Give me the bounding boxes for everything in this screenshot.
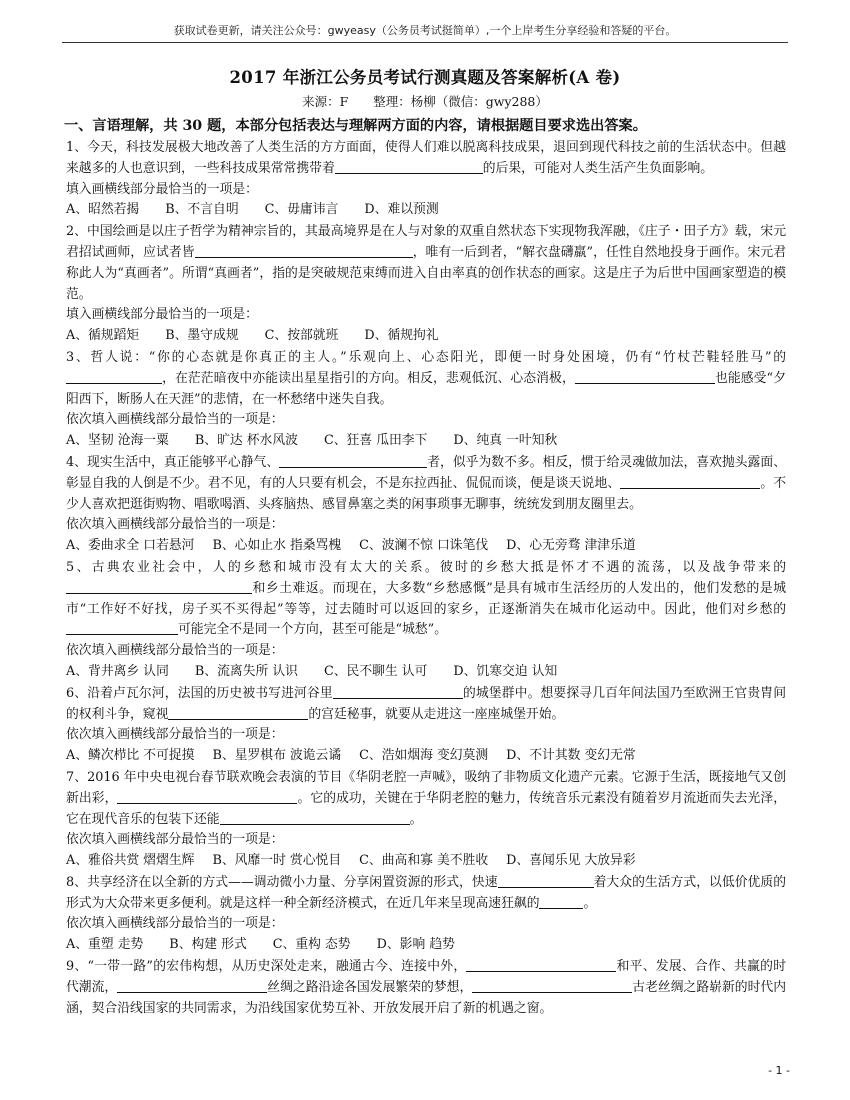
option-a: A、坚韧 沧海一粟 bbox=[66, 433, 169, 449]
question-2-prompt: 填入画横线部分最恰当的一项是： bbox=[66, 307, 258, 323]
question-5-prompt: 依次填入画横线部分最恰当的一项是： bbox=[66, 643, 284, 659]
option-a: A、委曲求全 口若悬河 bbox=[66, 538, 195, 554]
option-b: B、不言自明 bbox=[165, 202, 239, 218]
answer-blank bbox=[168, 705, 308, 720]
question-6-options bbox=[66, 746, 786, 767]
option-d: D、心无旁骛 津津乐道 bbox=[506, 538, 636, 554]
option-d: D、纯真 一叶知秋 bbox=[453, 433, 558, 449]
answer-blank bbox=[195, 243, 413, 258]
option-d: D、循规拘礼 bbox=[364, 328, 439, 344]
question-8-options bbox=[66, 935, 786, 956]
question-5-options bbox=[66, 662, 786, 683]
answer-blank bbox=[66, 369, 162, 384]
option-a: A、鳞次栉比 不可捉摸 bbox=[66, 748, 195, 764]
question-7-options bbox=[66, 851, 786, 872]
question-2-options bbox=[66, 326, 786, 347]
answer-blank bbox=[220, 810, 410, 825]
question-4-prompt: 依次填入画横线部分最恰当的一项是： bbox=[66, 517, 284, 533]
answer-blank bbox=[335, 159, 483, 174]
answer-blank bbox=[333, 684, 463, 699]
page-number: - 1 - bbox=[768, 1064, 790, 1077]
promo-banner: 获取试卷更新，请关注公众号：gwyeasy（公务员考试挺简单）,一个上岸考生分享经验和答疑的平台。 bbox=[173, 24, 677, 37]
option-a: A、背井离乡 认同 bbox=[66, 663, 169, 679]
answer-blank bbox=[539, 894, 583, 909]
document-body bbox=[66, 116, 786, 1019]
option-d: D、难以预测 bbox=[364, 202, 439, 218]
option-d: D、喜闻乐见 大放异彩 bbox=[506, 853, 636, 869]
option-b: B、流离失所 认识 bbox=[194, 663, 298, 679]
question-4-options bbox=[66, 536, 786, 557]
option-b: B、构建 形式 bbox=[169, 937, 247, 953]
option-c: C、按部就班 bbox=[264, 328, 339, 344]
option-a: A、重塑 走势 bbox=[66, 937, 144, 953]
option-d: D、影响 趋势 bbox=[376, 937, 455, 953]
question-1-options bbox=[66, 200, 786, 221]
option-c: C、民不聊生 认可 bbox=[323, 663, 428, 679]
question-3-prompt: 依次填入画横线部分最恰当的一项是： bbox=[66, 412, 284, 428]
option-b: B、风靡一时 赏心悦目 bbox=[212, 853, 342, 869]
question-6-text: 6、沿着卢瓦尔河，法国的历史被书写进河谷里 的城堡群中。想要探寻几百年间法国乃至欧洲王官贵胄间的权利斗争，窥视 的宫廷秘事，就要从走进这一座座城堡开始。 bbox=[66, 685, 786, 722]
answer-blank bbox=[575, 369, 715, 384]
answer-blank bbox=[117, 789, 297, 804]
option-b: B、墨守成规 bbox=[165, 328, 239, 344]
option-c: C、毋庸讳言 bbox=[264, 202, 339, 218]
answer-blank bbox=[472, 978, 632, 993]
answer-blank bbox=[117, 978, 267, 993]
question-3-text: 3、哲人说：“你的心态就是你真正的主人。”乐观向上、心态阳光，即便一时身处困境，仍有“竹杖芒鞋轻胜马”的，在茫茫暗夜中亦能读出星星指引的方向。相反，悲观低沉、心态消极， 也能感受“夕阳西下，断肠人在天涯”的悲情，在一杯愁绪中迷失自我。 bbox=[66, 349, 786, 407]
option-b: B、心如止水 指桑骂槐 bbox=[212, 538, 342, 554]
question-9-text: 9、“一带一路”的宏伟构想，从历史深处走来，融通古今、连接中外， 和平、发展、合作、共赢的时代潮流， 丝绸之路沿途各国发展繁荣的梦想， 古老丝绸之路崭新的时代内涵，契合沿线国家的共同需求，为沿线国家优势互补、开放发展开启了新的机遇之窗。 bbox=[66, 959, 787, 1016]
question-5-text: 5、古典农业社会中，人的乡愁和城市没有太大的关系。彼时的乡愁大抵是怀才不遇的流荡，以及战争带来的和乡土难返。而现在，大多数“乡愁感慨”是具有城市生活经历的人发出的，他们发愁的是城市“工作好不好找，房子买不买得起”等等，过去随时可以返回的家乡，正逐渐消失在城市化运动中。因此，他们对乡愁的可能完全不是同一个方向，甚至可能是“城愁”。 bbox=[66, 559, 786, 638]
header-rule bbox=[62, 42, 788, 43]
question-7-text: 7、2016 年中央电视台春节联欢晚会表演的节目《华阴老腔一声喊》，吸纳了非物质文化遗产元素。它源于生活，既接地气又创新出彩， 。它的成功，关键在于华阴老腔的魅力，传统音乐元素没有随着岁月流逝而失去光泽，它在现代音乐的包装下还能 。 bbox=[66, 769, 787, 827]
option-a: A、雅俗共赏 熠熠生辉 bbox=[66, 853, 195, 869]
option-a: A、循规蹈矩 bbox=[66, 328, 140, 344]
question-8-prompt: 依次填入画横线部分最恰当的一项是： bbox=[66, 916, 284, 932]
question-2-text: 2、中国绘画是以庄子哲学为精神宗旨的，其最高境界是在人与对象的双重自然状态下实现物我浑融，《庄子・田子方》载，宋元君招试画师，应试者皆 ，唯有一后到者，“解衣盘礴羸”，任性自然地投身于画作。宋元君称此人为“真画者”。所谓“真画者”，指的是突破规范束缚而进入自由率真的创作状态的画家。这是庄子为后世中国画家塑造的模范。 bbox=[66, 224, 786, 302]
section-heading: 一、言语理解，共 30 题，本部分包括表达与理解两方面的内容，请根据题目要求选出答案。 bbox=[64, 118, 647, 134]
option-a: A、昭然若揭 bbox=[66, 202, 140, 218]
answer-blank bbox=[466, 957, 616, 972]
question-6-prompt: 依次填入画横线部分最恰当的一项是： bbox=[66, 727, 284, 743]
option-b: B、旷达 杯水风波 bbox=[194, 433, 298, 449]
option-c: C、重构 态势 bbox=[272, 937, 351, 953]
option-c: C、曲高和寡 美不胜收 bbox=[359, 853, 489, 869]
answer-blank bbox=[620, 474, 760, 489]
answer-blank bbox=[66, 579, 252, 594]
source-line: 来源：F 整理：杨柳（微信：gwy288） bbox=[302, 94, 548, 109]
option-d: D、不计其数 变幻无常 bbox=[506, 748, 636, 764]
document-title: 2017 年浙江公务员考试行测真题及答案解析(A 卷) bbox=[229, 68, 621, 87]
option-c: C、浩如烟海 变幻莫测 bbox=[359, 748, 489, 764]
option-b: B、星罗棋布 波诡云谲 bbox=[212, 748, 342, 764]
option-c: C、狂喜 瓜田李下 bbox=[323, 433, 428, 449]
option-d: D、饥寒交迫 认知 bbox=[453, 663, 558, 679]
answer-blank bbox=[66, 620, 178, 635]
answer-blank bbox=[279, 453, 427, 468]
question-8-text: 8、共享经济在以全新的方式——调动微小力量、分享闲置资源的形式，快速 着大众的生活方式，以低价优质的形式为大众带来更多便利。就是这样一种全新经济模式，在近几年来呈现高速狂飙的 。 bbox=[66, 874, 786, 911]
question-1-text: 1、今天，科技发展极大地改善了人类生活的方方面面，使得人们难以脱离科技成果，退回到现代科技之前的生活状态中。但越来越多的人也意识到，一些科技成果常常携带着 的后果，可能对人类生活产生负面影响。 bbox=[66, 140, 786, 176]
option-c: C、波澜不惊 口诛笔伐 bbox=[359, 538, 489, 554]
answer-blank bbox=[498, 873, 594, 888]
question-4-text: 4、现实生活中，真正能够平心静气、 者，似乎为数不多。相反，惯于给灵魂做加法，喜欢抛头露面、彰显自我的人倒是不少。君不见，有的人只要有机会，不是东拉西扯、侃侃而谈，便是谈天说地、 。不少人喜欢把逛街购物、唱歌喝酒、头疼脑热、感冒鼻塞之类的闲事琐事无聊事，统统发到朋友圈里去。 bbox=[66, 454, 787, 512]
question-1-prompt: 填入画横线部分最恰当的一项是： bbox=[66, 181, 258, 197]
question-3-options bbox=[66, 431, 786, 452]
question-7-prompt: 依次填入画横线部分最恰当的一项是： bbox=[66, 832, 284, 848]
